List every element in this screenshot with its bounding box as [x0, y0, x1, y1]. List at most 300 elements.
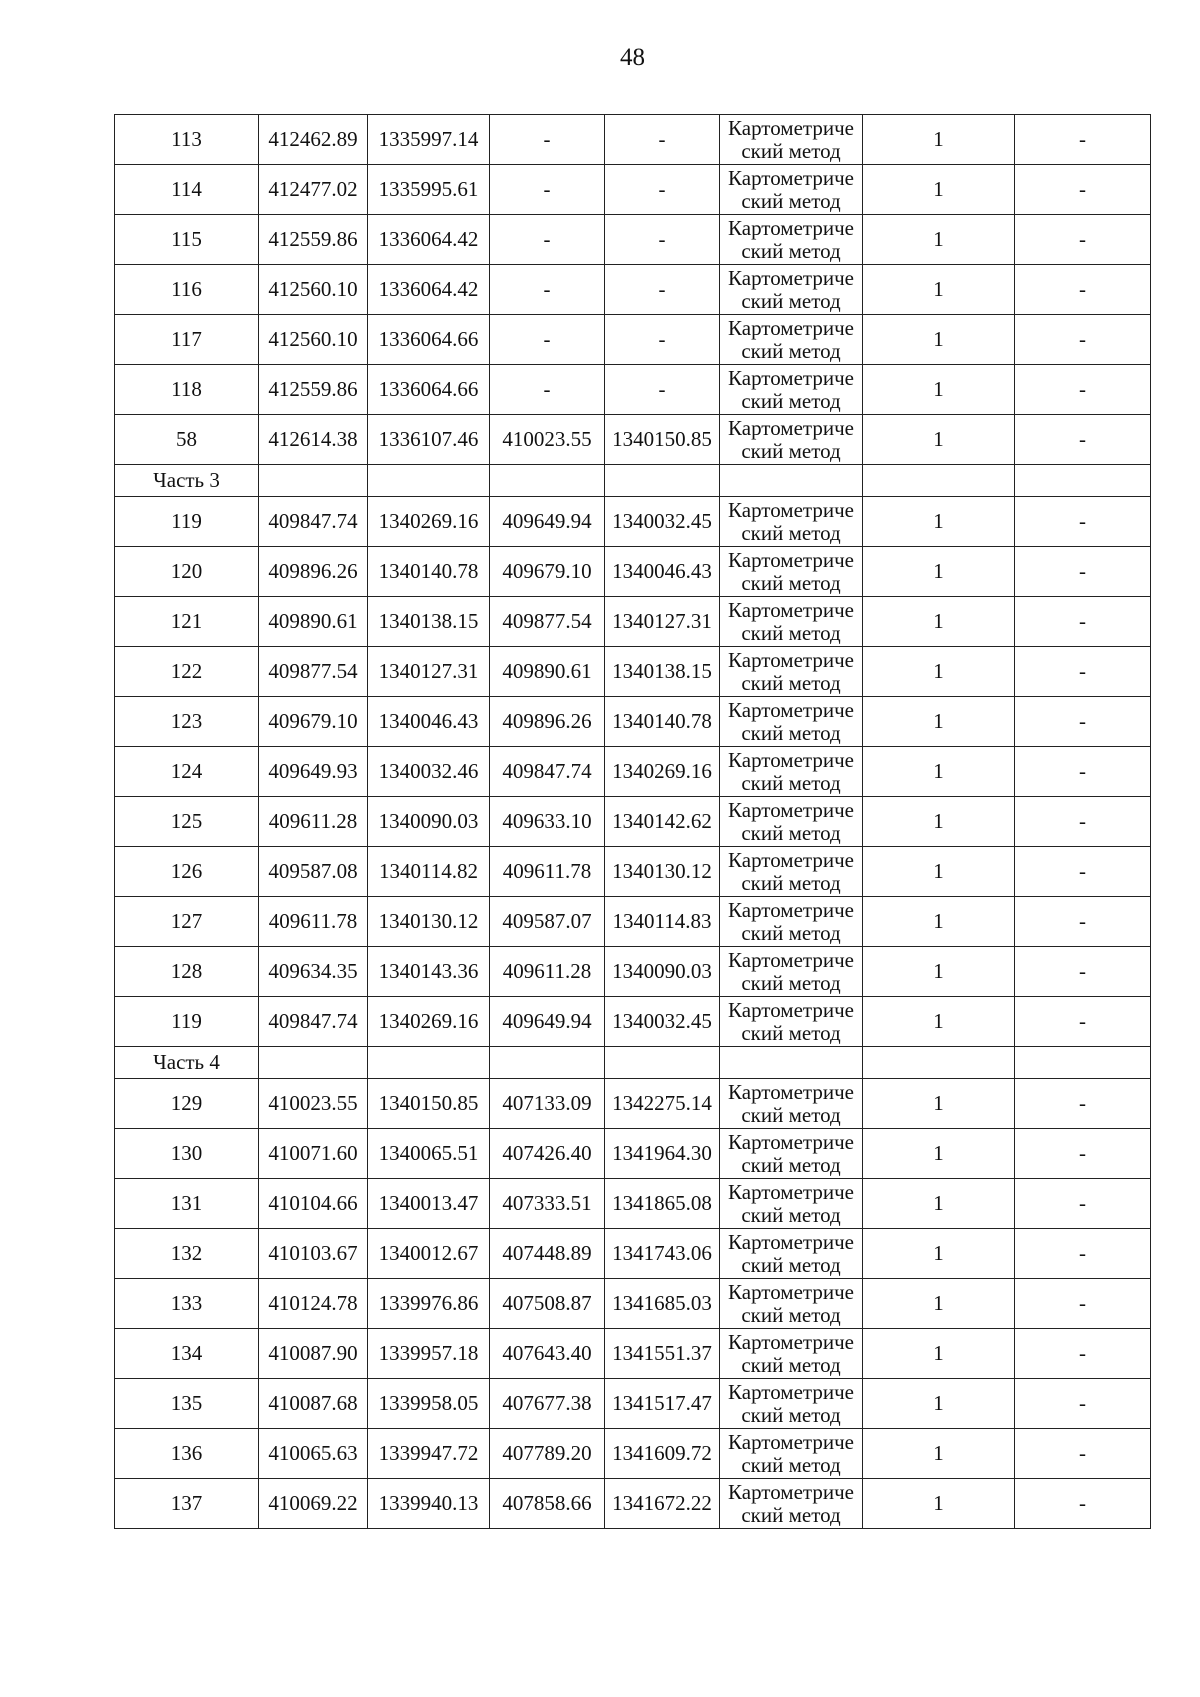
point-number-cell: 119: [115, 497, 259, 547]
table-row: [115, 597, 1151, 647]
accuracy-cell: 1: [863, 597, 1015, 647]
method-text: ский метод: [741, 620, 841, 645]
method-cell: [720, 1129, 863, 1179]
note-cell: -: [1015, 647, 1151, 697]
y-new-cell: -: [605, 215, 720, 265]
accuracy-cell: 1: [863, 947, 1015, 997]
method-text: Картометриче: [728, 1479, 854, 1504]
x-existing-cell: 412559.86: [259, 215, 368, 265]
method-text: ский метод: [741, 870, 841, 895]
accuracy-cell: 1: [863, 415, 1015, 465]
accuracy-cell: 1: [863, 115, 1015, 165]
x-existing-cell: 409847.74: [259, 997, 368, 1047]
method-text: Картометриче: [728, 365, 854, 390]
accuracy-cell: 1: [863, 1229, 1015, 1279]
method-cell: [720, 797, 863, 847]
x-new-cell: 407426.40: [490, 1129, 605, 1179]
accuracy-cell: 1: [863, 547, 1015, 597]
method-text: Картометриче: [728, 265, 854, 290]
table-row: [115, 547, 1151, 597]
y-existing-cell: 1339940.13: [368, 1479, 490, 1529]
y-new-cell: 1341743.06: [605, 1229, 720, 1279]
x-existing-cell: 409611.78: [259, 897, 368, 947]
x-new-cell: 409587.07: [490, 897, 605, 947]
y-existing-cell: 1336107.46: [368, 415, 490, 465]
method-cell: [720, 597, 863, 647]
y-new-cell: 1340140.78: [605, 697, 720, 747]
y-existing-cell: 1340140.78: [368, 547, 490, 597]
method-cell: [720, 1379, 863, 1429]
y-new-cell: 1340032.45: [605, 497, 720, 547]
y-existing-cell: 1340046.43: [368, 697, 490, 747]
table-row: [115, 1079, 1151, 1129]
section-row: [115, 1047, 1151, 1079]
accuracy-cell: 1: [863, 1079, 1015, 1129]
point-number-cell: 121: [115, 597, 259, 647]
note-cell: -: [1015, 365, 1151, 415]
method-cell: [720, 947, 863, 997]
point-number-cell: 132: [115, 1229, 259, 1279]
y-new-cell: -: [605, 265, 720, 315]
x-new-cell: -: [490, 365, 605, 415]
accuracy-cell: 1: [863, 315, 1015, 365]
empty-cell: [720, 465, 863, 497]
accuracy-cell: 1: [863, 1329, 1015, 1379]
empty-cell: [368, 465, 490, 497]
method-cell: [720, 747, 863, 797]
accuracy-cell: 1: [863, 1479, 1015, 1529]
x-existing-cell: 409634.35: [259, 947, 368, 997]
method-cell: [720, 547, 863, 597]
empty-cell: [863, 465, 1015, 497]
x-existing-cell: 409649.93: [259, 747, 368, 797]
table-row: [115, 997, 1151, 1047]
empty-cell: [605, 1047, 720, 1079]
y-new-cell: 1341685.03: [605, 1279, 720, 1329]
table-row: [115, 497, 1151, 547]
y-existing-cell: 1340269.16: [368, 497, 490, 547]
method-text: Картометриче: [728, 847, 854, 872]
y-existing-cell: 1340090.03: [368, 797, 490, 847]
method-cell: [720, 847, 863, 897]
accuracy-cell: 1: [863, 1429, 1015, 1479]
x-existing-cell: 409896.26: [259, 547, 368, 597]
y-new-cell: -: [605, 165, 720, 215]
method-text: Картометриче: [728, 897, 854, 922]
method-text: Картометриче: [728, 697, 854, 722]
x-existing-cell: 410087.68: [259, 1379, 368, 1429]
table-row: [115, 1429, 1151, 1479]
x-existing-cell: 409679.10: [259, 697, 368, 747]
point-number-cell: 131: [115, 1179, 259, 1229]
y-new-cell: 1340138.15: [605, 647, 720, 697]
coordinates-table: [114, 114, 1151, 1529]
accuracy-cell: 1: [863, 1129, 1015, 1179]
y-new-cell: -: [605, 365, 720, 415]
note-cell: -: [1015, 1179, 1151, 1229]
method-text: Картометриче: [728, 647, 854, 672]
note-cell: -: [1015, 1429, 1151, 1479]
x-new-cell: 407448.89: [490, 1229, 605, 1279]
method-text: Картометриче: [728, 547, 854, 572]
accuracy-cell: 1: [863, 1379, 1015, 1429]
method-text: Картометриче: [728, 215, 854, 240]
table-row: [115, 1179, 1151, 1229]
x-new-cell: 409633.10: [490, 797, 605, 847]
method-text: ский метод: [741, 1020, 841, 1045]
method-cell: [720, 1179, 863, 1229]
method-text: Картометриче: [728, 1229, 854, 1254]
x-new-cell: 409679.10: [490, 547, 605, 597]
y-existing-cell: 1339958.05: [368, 1379, 490, 1429]
note-cell: -: [1015, 215, 1151, 265]
method-text: Картометриче: [728, 797, 854, 822]
x-existing-cell: 412559.86: [259, 365, 368, 415]
table-row: [115, 265, 1151, 315]
point-number-cell: 126: [115, 847, 259, 897]
y-existing-cell: 1340114.82: [368, 847, 490, 897]
x-new-cell: 409611.78: [490, 847, 605, 897]
method-cell: [720, 1479, 863, 1529]
note-cell: -: [1015, 1379, 1151, 1429]
method-text: ский метод: [741, 1452, 841, 1477]
method-text: ский метод: [741, 338, 841, 363]
y-existing-cell: 1340012.67: [368, 1229, 490, 1279]
method-text: ский метод: [741, 720, 841, 745]
empty-cell: [490, 1047, 605, 1079]
method-text: ский метод: [741, 920, 841, 945]
y-existing-cell: 1340013.47: [368, 1179, 490, 1229]
empty-cell: [259, 1047, 368, 1079]
method-text: ский метод: [741, 188, 841, 213]
y-existing-cell: 1336064.66: [368, 315, 490, 365]
table-row: [115, 415, 1151, 465]
point-number-cell: 130: [115, 1129, 259, 1179]
point-number-cell: 117: [115, 315, 259, 365]
section-row: [115, 465, 1151, 497]
point-number-cell: 128: [115, 947, 259, 997]
empty-cell: [259, 465, 368, 497]
method-cell: [720, 1229, 863, 1279]
y-existing-cell: 1336064.42: [368, 265, 490, 315]
empty-cell: [863, 1047, 1015, 1079]
y-new-cell: 1340090.03: [605, 947, 720, 997]
x-existing-cell: 409611.28: [259, 797, 368, 847]
point-number-cell: 120: [115, 547, 259, 597]
y-existing-cell: 1340127.31: [368, 647, 490, 697]
table-row: [115, 947, 1151, 997]
y-new-cell: 1341964.30: [605, 1129, 720, 1179]
x-new-cell: 409896.26: [490, 697, 605, 747]
accuracy-cell: 1: [863, 365, 1015, 415]
note-cell: -: [1015, 747, 1151, 797]
table-row: [115, 1229, 1151, 1279]
point-number-cell: 134: [115, 1329, 259, 1379]
table-row: [115, 1129, 1151, 1179]
empty-cell: [605, 465, 720, 497]
x-new-cell: 407333.51: [490, 1179, 605, 1229]
method-text: ский метод: [741, 1402, 841, 1427]
x-existing-cell: 410104.66: [259, 1179, 368, 1229]
method-cell: [720, 215, 863, 265]
table-row: [115, 365, 1151, 415]
y-existing-cell: 1335997.14: [368, 115, 490, 165]
section-label: Часть 4: [115, 1047, 259, 1079]
y-new-cell: 1341865.08: [605, 1179, 720, 1229]
point-number-cell: 135: [115, 1379, 259, 1429]
method-cell: [720, 265, 863, 315]
y-new-cell: 1340150.85: [605, 415, 720, 465]
method-text: ский метод: [741, 570, 841, 595]
accuracy-cell: 1: [863, 497, 1015, 547]
x-new-cell: 407789.20: [490, 1429, 605, 1479]
y-new-cell: 1340127.31: [605, 597, 720, 647]
method-cell: [720, 997, 863, 1047]
method-text: ский метод: [741, 670, 841, 695]
x-existing-cell: 409847.74: [259, 497, 368, 547]
x-new-cell: -: [490, 265, 605, 315]
note-cell: -: [1015, 115, 1151, 165]
x-existing-cell: 410071.60: [259, 1129, 368, 1179]
accuracy-cell: 1: [863, 747, 1015, 797]
y-existing-cell: 1336064.42: [368, 215, 490, 265]
accuracy-cell: 1: [863, 697, 1015, 747]
y-new-cell: 1341672.22: [605, 1479, 720, 1529]
note-cell: -: [1015, 897, 1151, 947]
method-text: Картометриче: [728, 747, 854, 772]
y-new-cell: -: [605, 115, 720, 165]
y-existing-cell: 1340269.16: [368, 997, 490, 1047]
method-text: ский метод: [741, 388, 841, 413]
y-new-cell: 1340269.16: [605, 747, 720, 797]
note-cell: -: [1015, 1229, 1151, 1279]
y-existing-cell: 1339976.86: [368, 1279, 490, 1329]
method-text: ский метод: [741, 1152, 841, 1177]
method-text: Картометриче: [728, 415, 854, 440]
coordinates-table-body: [115, 115, 1151, 1529]
table-row: [115, 747, 1151, 797]
point-number-cell: 115: [115, 215, 259, 265]
accuracy-cell: 1: [863, 1279, 1015, 1329]
method-text: Картометриче: [728, 1179, 854, 1204]
accuracy-cell: 1: [863, 1179, 1015, 1229]
x-existing-cell: 409877.54: [259, 647, 368, 697]
method-text: Картометриче: [728, 1429, 854, 1454]
method-text: Картометриче: [728, 165, 854, 190]
point-number-cell: 129: [115, 1079, 259, 1129]
x-new-cell: 410023.55: [490, 415, 605, 465]
table-row: [115, 647, 1151, 697]
method-text: Картометриче: [728, 997, 854, 1022]
table-row: [115, 797, 1151, 847]
method-cell: [720, 415, 863, 465]
accuracy-cell: 1: [863, 165, 1015, 215]
table-row: [115, 1479, 1151, 1529]
empty-cell: [1015, 1047, 1151, 1079]
method-text: ский метод: [741, 1502, 841, 1527]
method-text: ский метод: [741, 238, 841, 263]
point-number-cell: 123: [115, 697, 259, 747]
section-label: Часть 3: [115, 465, 259, 497]
x-existing-cell: 410124.78: [259, 1279, 368, 1329]
y-new-cell: 1341551.37: [605, 1329, 720, 1379]
method-cell: [720, 1429, 863, 1479]
point-number-cell: 124: [115, 747, 259, 797]
x-new-cell: 409847.74: [490, 747, 605, 797]
y-existing-cell: 1340150.85: [368, 1079, 490, 1129]
x-existing-cell: 409890.61: [259, 597, 368, 647]
y-new-cell: -: [605, 315, 720, 365]
x-existing-cell: 410103.67: [259, 1229, 368, 1279]
point-number-cell: 137: [115, 1479, 259, 1529]
method-text: ский метод: [741, 288, 841, 313]
table-row: [115, 115, 1151, 165]
accuracy-cell: 1: [863, 215, 1015, 265]
accuracy-cell: 1: [863, 997, 1015, 1047]
y-new-cell: 1340032.45: [605, 997, 720, 1047]
point-number-cell: 114: [115, 165, 259, 215]
x-new-cell: 407677.38: [490, 1379, 605, 1429]
x-existing-cell: 410065.63: [259, 1429, 368, 1479]
method-cell: [720, 497, 863, 547]
note-cell: -: [1015, 947, 1151, 997]
method-text: Картометриче: [728, 497, 854, 522]
y-new-cell: 1341517.47: [605, 1379, 720, 1429]
method-cell: [720, 365, 863, 415]
x-new-cell: 407858.66: [490, 1479, 605, 1529]
x-existing-cell: 410087.90: [259, 1329, 368, 1379]
x-new-cell: 407508.87: [490, 1279, 605, 1329]
x-existing-cell: 409587.08: [259, 847, 368, 897]
note-cell: -: [1015, 847, 1151, 897]
method-cell: [720, 1279, 863, 1329]
method-cell: [720, 897, 863, 947]
y-existing-cell: 1340143.36: [368, 947, 490, 997]
method-text: Картометриче: [728, 315, 854, 340]
table-row: [115, 1279, 1151, 1329]
y-existing-cell: 1339957.18: [368, 1329, 490, 1379]
empty-cell: [1015, 465, 1151, 497]
x-new-cell: 409890.61: [490, 647, 605, 697]
note-cell: -: [1015, 315, 1151, 365]
accuracy-cell: 1: [863, 265, 1015, 315]
x-new-cell: -: [490, 215, 605, 265]
table-row: [115, 897, 1151, 947]
y-existing-cell: 1340065.51: [368, 1129, 490, 1179]
accuracy-cell: 1: [863, 797, 1015, 847]
note-cell: -: [1015, 1479, 1151, 1529]
accuracy-cell: 1: [863, 847, 1015, 897]
empty-cell: [490, 465, 605, 497]
note-cell: -: [1015, 165, 1151, 215]
y-new-cell: 1340114.83: [605, 897, 720, 947]
table-row: [115, 847, 1151, 897]
point-number-cell: 116: [115, 265, 259, 315]
x-new-cell: 407133.09: [490, 1079, 605, 1129]
point-number-cell: 127: [115, 897, 259, 947]
point-number-cell: 125: [115, 797, 259, 847]
x-new-cell: 409649.94: [490, 997, 605, 1047]
y-existing-cell: 1340138.15: [368, 597, 490, 647]
note-cell: -: [1015, 1329, 1151, 1379]
method-text: Картометриче: [728, 115, 854, 140]
table-row: [115, 215, 1151, 265]
page-number: 48: [620, 44, 645, 71]
y-existing-cell: 1335995.61: [368, 165, 490, 215]
y-new-cell: 1342275.14: [605, 1079, 720, 1129]
method-text: ский метод: [741, 1302, 841, 1327]
empty-cell: [368, 1047, 490, 1079]
method-cell: [720, 115, 863, 165]
note-cell: -: [1015, 415, 1151, 465]
method-text: Картометриче: [728, 1329, 854, 1354]
point-number-cell: 118: [115, 365, 259, 415]
method-text: Картометриче: [728, 1379, 854, 1404]
note-cell: -: [1015, 1279, 1151, 1329]
accuracy-cell: 1: [863, 897, 1015, 947]
y-existing-cell: 1336064.66: [368, 365, 490, 415]
note-cell: -: [1015, 597, 1151, 647]
method-text: ский метод: [741, 1252, 841, 1277]
method-text: Картометриче: [728, 1079, 854, 1104]
point-number-cell: 122: [115, 647, 259, 697]
y-existing-cell: 1340032.46: [368, 747, 490, 797]
method-text: Картометриче: [728, 597, 854, 622]
y-new-cell: 1341609.72: [605, 1429, 720, 1479]
point-number-cell: 136: [115, 1429, 259, 1479]
point-number-cell: 119: [115, 997, 259, 1047]
table-row: [115, 1329, 1151, 1379]
method-cell: [720, 647, 863, 697]
accuracy-cell: 1: [863, 647, 1015, 697]
y-existing-cell: 1339947.72: [368, 1429, 490, 1479]
note-cell: -: [1015, 1079, 1151, 1129]
x-existing-cell: 410023.55: [259, 1079, 368, 1129]
x-existing-cell: 412614.38: [259, 415, 368, 465]
method-text: Картометриче: [728, 1279, 854, 1304]
note-cell: -: [1015, 265, 1151, 315]
table-row: [115, 315, 1151, 365]
y-existing-cell: 1340130.12: [368, 897, 490, 947]
y-new-cell: 1340142.62: [605, 797, 720, 847]
method-text: ский метод: [741, 820, 841, 845]
note-cell: -: [1015, 547, 1151, 597]
empty-cell: [720, 1047, 863, 1079]
x-existing-cell: 410069.22: [259, 1479, 368, 1529]
y-new-cell: 1340046.43: [605, 547, 720, 597]
point-number-cell: 133: [115, 1279, 259, 1329]
method-text: ский метод: [741, 520, 841, 545]
note-cell: -: [1015, 1129, 1151, 1179]
x-existing-cell: 412560.10: [259, 265, 368, 315]
table-row: [115, 1379, 1151, 1429]
note-cell: -: [1015, 697, 1151, 747]
x-new-cell: -: [490, 165, 605, 215]
point-number-cell: 58: [115, 415, 259, 465]
method-text: ский метод: [741, 138, 841, 163]
x-new-cell: -: [490, 315, 605, 365]
x-existing-cell: 412477.02: [259, 165, 368, 215]
method-text: ский метод: [741, 970, 841, 995]
method-text: ский метод: [741, 1102, 841, 1127]
method-text: ский метод: [741, 770, 841, 795]
method-cell: [720, 697, 863, 747]
y-new-cell: 1340130.12: [605, 847, 720, 897]
method-text: ский метод: [741, 438, 841, 463]
note-cell: -: [1015, 997, 1151, 1047]
method-cell: [720, 1329, 863, 1379]
x-new-cell: 407643.40: [490, 1329, 605, 1379]
